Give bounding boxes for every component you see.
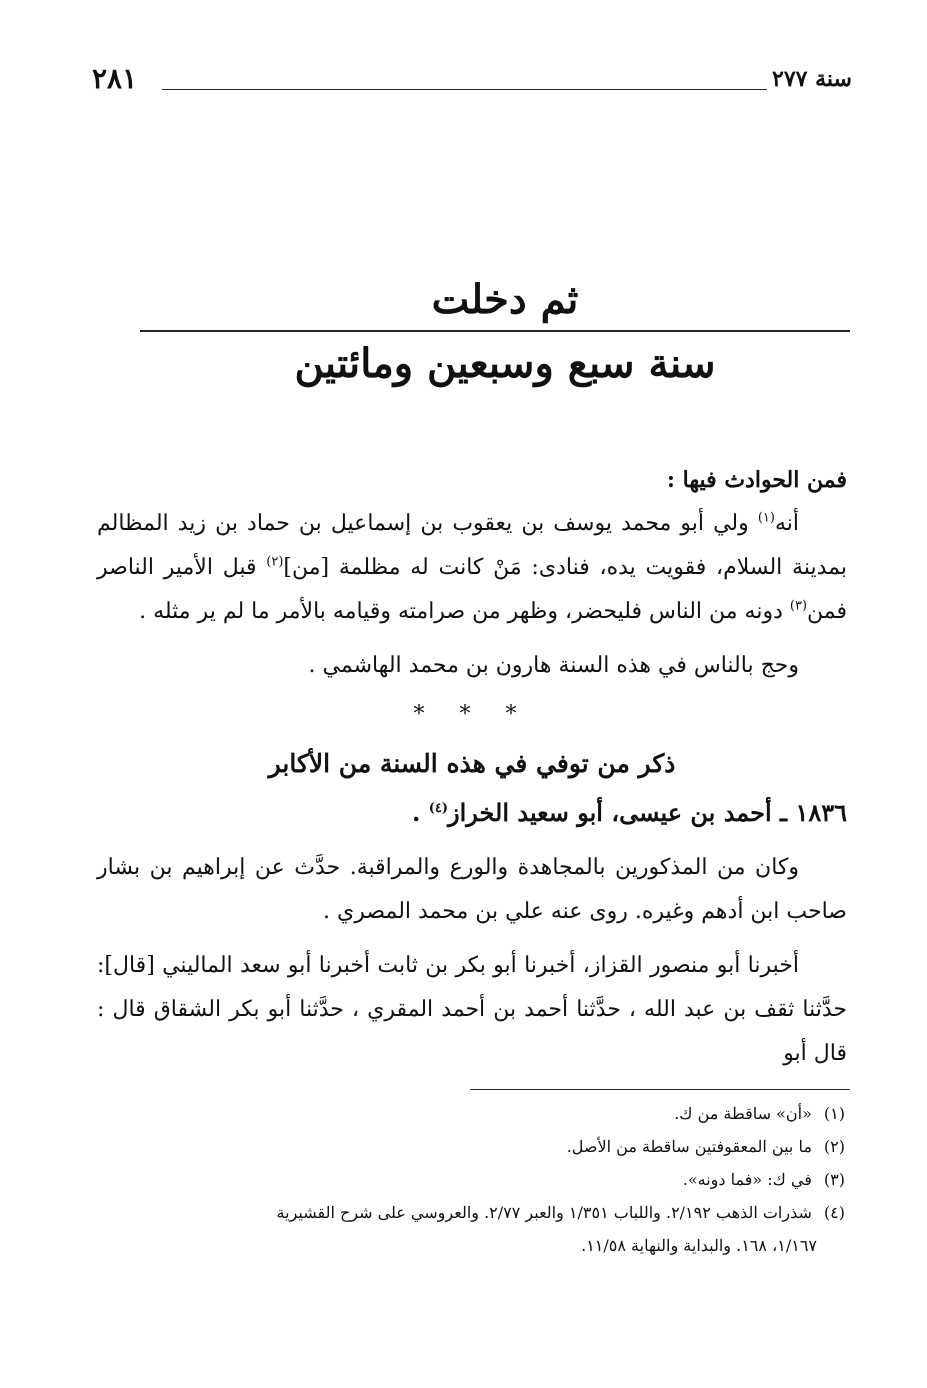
footnote-4-continuation: ١/١٦٧، ١٦٨. والبداية والنهاية ١١/٥٨. [581,1236,817,1255]
biography-entry-heading [97,790,847,836]
text-run: أنه [774,511,799,536]
separator-stars: * * * [413,702,531,727]
footnote-ref-1: (١) [757,510,775,526]
footnote-text: شذرات الذهب ٢/١٩٢. واللباب ١/٣٥١ والعبر ٢/٧٧. والعروسي على شرح القشيرية [276,1203,812,1222]
main-text [97,458,847,1076]
title-top: ثم دخلت [431,276,579,323]
footnote-text: في ك: «فما دونه». [682,1170,812,1189]
text-run: ولي أبو محمد يوسف بن يعقوب بن إسماعيل بن حماد بن زيد المظالم بمدينة السلام، فقويت يده، فنادى: مَنْ كانت له مظلمة [من] [97,511,847,580]
footnote-1 [95,1097,845,1130]
text-run: دونه من الناس فليحضر، وظهر من صرامته وقيامه بالأمر ما لم ير مثله . [139,599,790,624]
deaths-heading: ذكر من توفي في هذه السنة من الأكابر [268,749,676,778]
page-number: ٢٨١ [92,62,138,95]
header-rule [162,89,767,90]
year-title-block [140,272,850,392]
footnote-2 [95,1130,845,1163]
entry-title: ١٨٣٦ ـ أحمد بن عيسى، أبو سعيد الخراز [448,798,847,827]
footnote-ref-4: (٤) [428,801,449,816]
title-bottom: سنة سبع وسبعين ومائتين [294,340,716,387]
footnote-ref-2: (٢) [266,554,284,570]
entry-tail: . [412,798,429,827]
footnote-text: ما بين المعقوفتين ساقطة من الأصل. [566,1137,812,1156]
events-heading: فمن الحوادث فيها : [666,467,847,493]
footnote-3 [95,1163,845,1196]
footnotes [95,1097,845,1262]
events-paragraph-2: وحج بالناس في هذه السنة هارون بن محمد الهاشمي . [308,653,799,678]
running-header [92,62,852,106]
running-header-section: سنة ٢٧٧ [772,66,852,92]
biography-paragraph-1: وكان من المذكورين بالمجاهدة والورع والمراقبة. حدَّث عن إبراهيم بن بشار صاحب ابن أدهم وغيره. روى عنه علي بن محمد المصري . [97,855,847,924]
footnote-number: (٤) [823,1203,845,1222]
text-run: قبل الأمير الناصر فمن [97,555,847,624]
footnote-ref-3: (٣) [789,598,808,614]
events-paragraph-1 [97,502,847,634]
footnote-rule [470,1089,850,1090]
footnote-4 [95,1196,845,1229]
biography-paragraph-2: أخبرنا أبو منصور القزاز، أخبرنا أبو بكر بن ثابت أخبرنا أبو سعد الماليني [قال]: حدَّثنا ثقف بن عبد الله ، حدَّثنا أحمد بن أحمد المقري ، حدَّثنا أبو بكر الشقاق قال : قال أبو [97,953,847,1066]
title-rule [140,330,850,332]
footnote-number: (٢) [823,1137,845,1156]
footnote-number: (١) [823,1104,845,1123]
footnote-number: (٣) [823,1170,845,1189]
footnote-text: «أن» ساقطة من ك. [674,1104,812,1123]
